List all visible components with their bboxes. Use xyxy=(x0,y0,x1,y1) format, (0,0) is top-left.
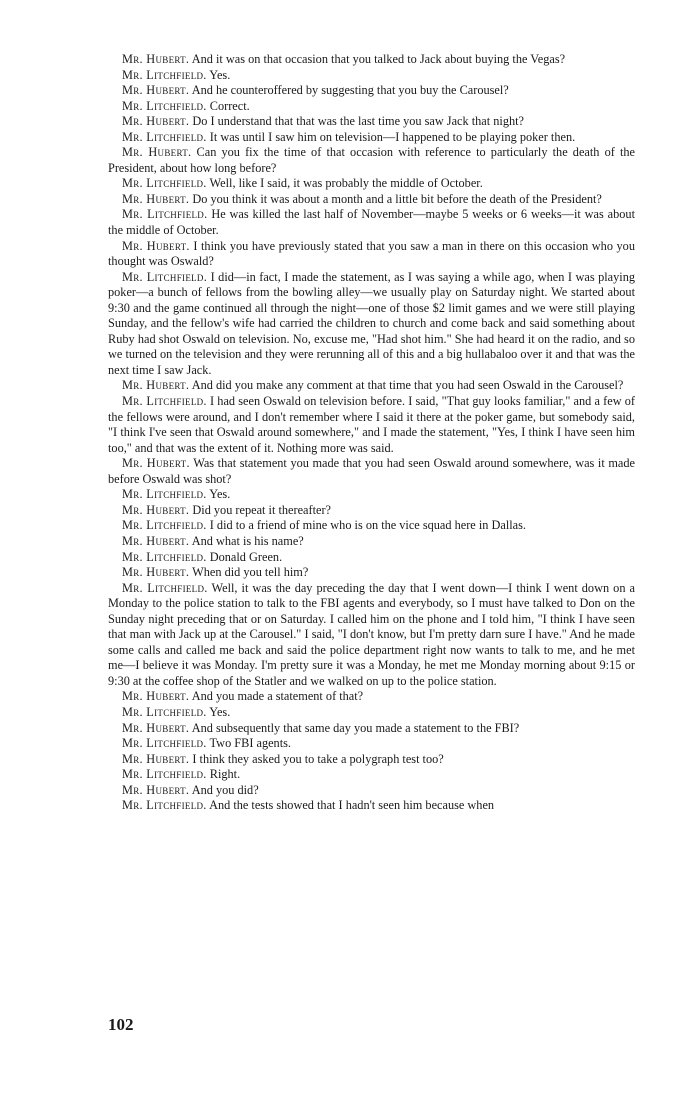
testimony-text: Yes. xyxy=(209,704,231,719)
speaker-name: Mr. Hubert. xyxy=(122,502,190,517)
testimony-text: I think they asked you to take a polygraph test too? xyxy=(192,751,444,766)
speaker-name: Mr. Hubert. xyxy=(122,238,190,253)
testimony-text: And you did? xyxy=(191,782,259,797)
speaker-name: Mr. Hubert. xyxy=(122,782,190,797)
speaker-name: Mr. Litchfield. xyxy=(122,176,207,191)
speaker-name: Mr. Hubert. xyxy=(122,191,190,206)
testimony-text: And what is his name? xyxy=(191,533,304,548)
transcript-paragraph xyxy=(108,752,635,768)
transcript-paragraph xyxy=(108,534,635,550)
speaker-name: Mr. Litchfield. xyxy=(122,207,208,222)
transcript-paragraph xyxy=(108,239,635,270)
speaker-name: Mr. Hubert. xyxy=(122,52,190,66)
speaker-name: Mr. Hubert. xyxy=(122,720,190,735)
testimony-text: Right. xyxy=(209,767,241,782)
transcript-body xyxy=(108,52,635,814)
transcript-paragraph xyxy=(108,114,635,130)
testimony-text: I had seen Oswald on television before. I said, "That guy looks familiar," and a few of the fellows were around, and I don't remember where I said it there at the poker game, but somebody said, "I think I've seen that Oswald around somewhere," and I made the statement, "Yes, I think I have seen him too," and that was the extent of it. Nothing more was said. xyxy=(108,394,636,455)
transcript-paragraph xyxy=(108,689,635,705)
testimony-text: And you made a statement of that? xyxy=(191,689,364,704)
testimony-text: Did you repeat it thereafter? xyxy=(192,502,332,517)
speaker-name: Mr. Hubert. xyxy=(122,533,190,548)
transcript-paragraph xyxy=(108,456,635,487)
speaker-name: Mr. Litchfield. xyxy=(122,129,207,144)
testimony-text: Donald Green. xyxy=(209,549,283,564)
speaker-name: Mr. Litchfield. xyxy=(122,704,207,719)
testimony-text: And did you make any comment at that time that you had seen Oswald in the Carousel? xyxy=(191,378,624,393)
transcript-paragraph xyxy=(108,130,635,146)
testimony-text: Well, it was the day preceding the day that I went down—I think I went down on a Monday to the police station to talk to the FBI agents and everybody, so I must have talked to Don on the Sunday night preceding that or on Saturday. I called him on the phone and I told him, "I think I have seen that man with Jack up at the Carousel." I said, "I don't know, but I'm pretty darn sure I have." And he made some calls and called me back and said the police department right now wants to talk to me, and he met me—I believe it was Monday. I'm pretty sure it was a Monday, he met me Monday morning about 9:15 or 9:30 at the coffee shop of the Statler and we walked on up to the police station. xyxy=(108,580,635,688)
testimony-text: And the tests showed that I hadn't seen him because when xyxy=(209,798,495,813)
speaker-name: Mr. Litchfield. xyxy=(122,767,207,782)
testimony-text: Yes. xyxy=(209,487,231,502)
speaker-name: Mr. Litchfield. xyxy=(122,394,207,409)
transcript-paragraph xyxy=(108,83,635,99)
speaker-name: Mr. Litchfield. xyxy=(122,98,207,113)
transcript-paragraph xyxy=(108,565,635,581)
transcript-paragraph xyxy=(108,783,635,799)
speaker-name: Mr. Hubert. xyxy=(122,751,190,766)
speaker-name: Mr. Litchfield. xyxy=(122,518,207,533)
speaker-name: Mr. Hubert. xyxy=(122,565,190,580)
transcript-paragraph xyxy=(108,207,635,238)
testimony-text: And it was on that occasion that you talked to Jack about buying the Vegas? xyxy=(191,52,566,66)
transcript-paragraph xyxy=(108,798,635,814)
testimony-text: I did to a friend of mine who is on the vice squad here in Dallas. xyxy=(209,518,526,533)
testimony-text: And subsequently that same day you made a statement to the FBI? xyxy=(191,720,520,735)
speaker-name: Mr. Litchfield. xyxy=(122,487,207,502)
testimony-text: I think you have previously stated that you saw a man in there on this occasion who you thought was Oswald? xyxy=(108,238,635,269)
transcript-paragraph xyxy=(108,52,635,68)
transcript-paragraph xyxy=(108,145,635,176)
testimony-text: Two FBI agents. xyxy=(209,736,291,751)
speaker-name: Mr. Litchfield. xyxy=(122,580,208,595)
speaker-name: Mr. Hubert. xyxy=(122,83,190,98)
testimony-text: Correct. xyxy=(209,98,250,113)
testimony-text: Was that statement you made that you had seen Oswald around somewhere, was it made before Oswald was shot? xyxy=(108,456,635,486)
speaker-name: Mr. Hubert. xyxy=(122,689,190,704)
transcript-paragraph xyxy=(108,767,635,783)
testimony-text: He was killed the last half of November—maybe 5 weeks or 6 weeks—it was about the middle of October. xyxy=(108,207,635,238)
testimony-text: Yes. xyxy=(209,67,231,82)
transcript-paragraph xyxy=(108,99,635,115)
transcript-paragraph xyxy=(108,503,635,519)
transcript-paragraph xyxy=(108,581,635,690)
testimony-text: Do you think it was about a month and a little bit before the death of the President? xyxy=(192,191,602,206)
transcript-paragraph xyxy=(108,176,635,192)
testimony-text: I did—in fact, I made the statement, as I was saying a while ago, when I was playing poker—a bunch of fellows from the bowling alley—we usually play on Saturday night. We started about 9:30 and the game continued all through the night—one of those $2 limit games and we were still playing Sunday, and the fellow's wife had carried the children to church and come back and said something about Ruby had shot Oswald on television. No, excuse me, "Had shot him." She had heard it on the radio, and so we turned on the television and they were rerunning all of this and a big hullabaloo over it and that was the next time I saw Jack. xyxy=(108,269,635,377)
transcript-paragraph xyxy=(108,68,635,84)
speaker-name: Mr. Litchfield. xyxy=(122,67,207,82)
speaker-name: Mr. Hubert. xyxy=(122,145,192,160)
speaker-name: Mr. Hubert. xyxy=(122,456,190,471)
testimony-text: When did you tell him? xyxy=(192,565,309,580)
transcript-paragraph xyxy=(108,736,635,752)
testimony-text: It was until I saw him on television—I happened to be playing poker then. xyxy=(209,129,576,144)
transcript-paragraph xyxy=(108,192,635,208)
speaker-name: Mr. Litchfield. xyxy=(122,269,208,284)
speaker-name: Mr. Hubert. xyxy=(122,378,190,393)
transcript-paragraph xyxy=(108,394,635,456)
speaker-name: Mr. Litchfield. xyxy=(122,798,207,813)
transcript-paragraph xyxy=(108,270,635,379)
transcript-paragraph xyxy=(108,518,635,534)
testimony-text: And he counteroffered by suggesting that you buy the Carousel? xyxy=(191,83,509,98)
speaker-name: Mr. Hubert. xyxy=(122,114,190,129)
testimony-text: Well, like I said, it was probably the middle of October. xyxy=(209,176,483,191)
speaker-name: Mr. Litchfield. xyxy=(122,736,207,751)
transcript-paragraph xyxy=(108,705,635,721)
transcript-paragraph xyxy=(108,550,635,566)
transcript-paragraph xyxy=(108,721,635,737)
transcript-paragraph xyxy=(108,378,635,394)
transcript-paragraph xyxy=(108,487,635,503)
testimony-text: Can you fix the time of that occasion with reference to particularly the death of the President, about how long before? xyxy=(108,145,635,175)
testimony-text: Do I understand that that was the last time you saw Jack that night? xyxy=(192,114,524,129)
page-number: 102 xyxy=(108,1015,134,1034)
speaker-name: Mr. Litchfield. xyxy=(122,549,207,564)
